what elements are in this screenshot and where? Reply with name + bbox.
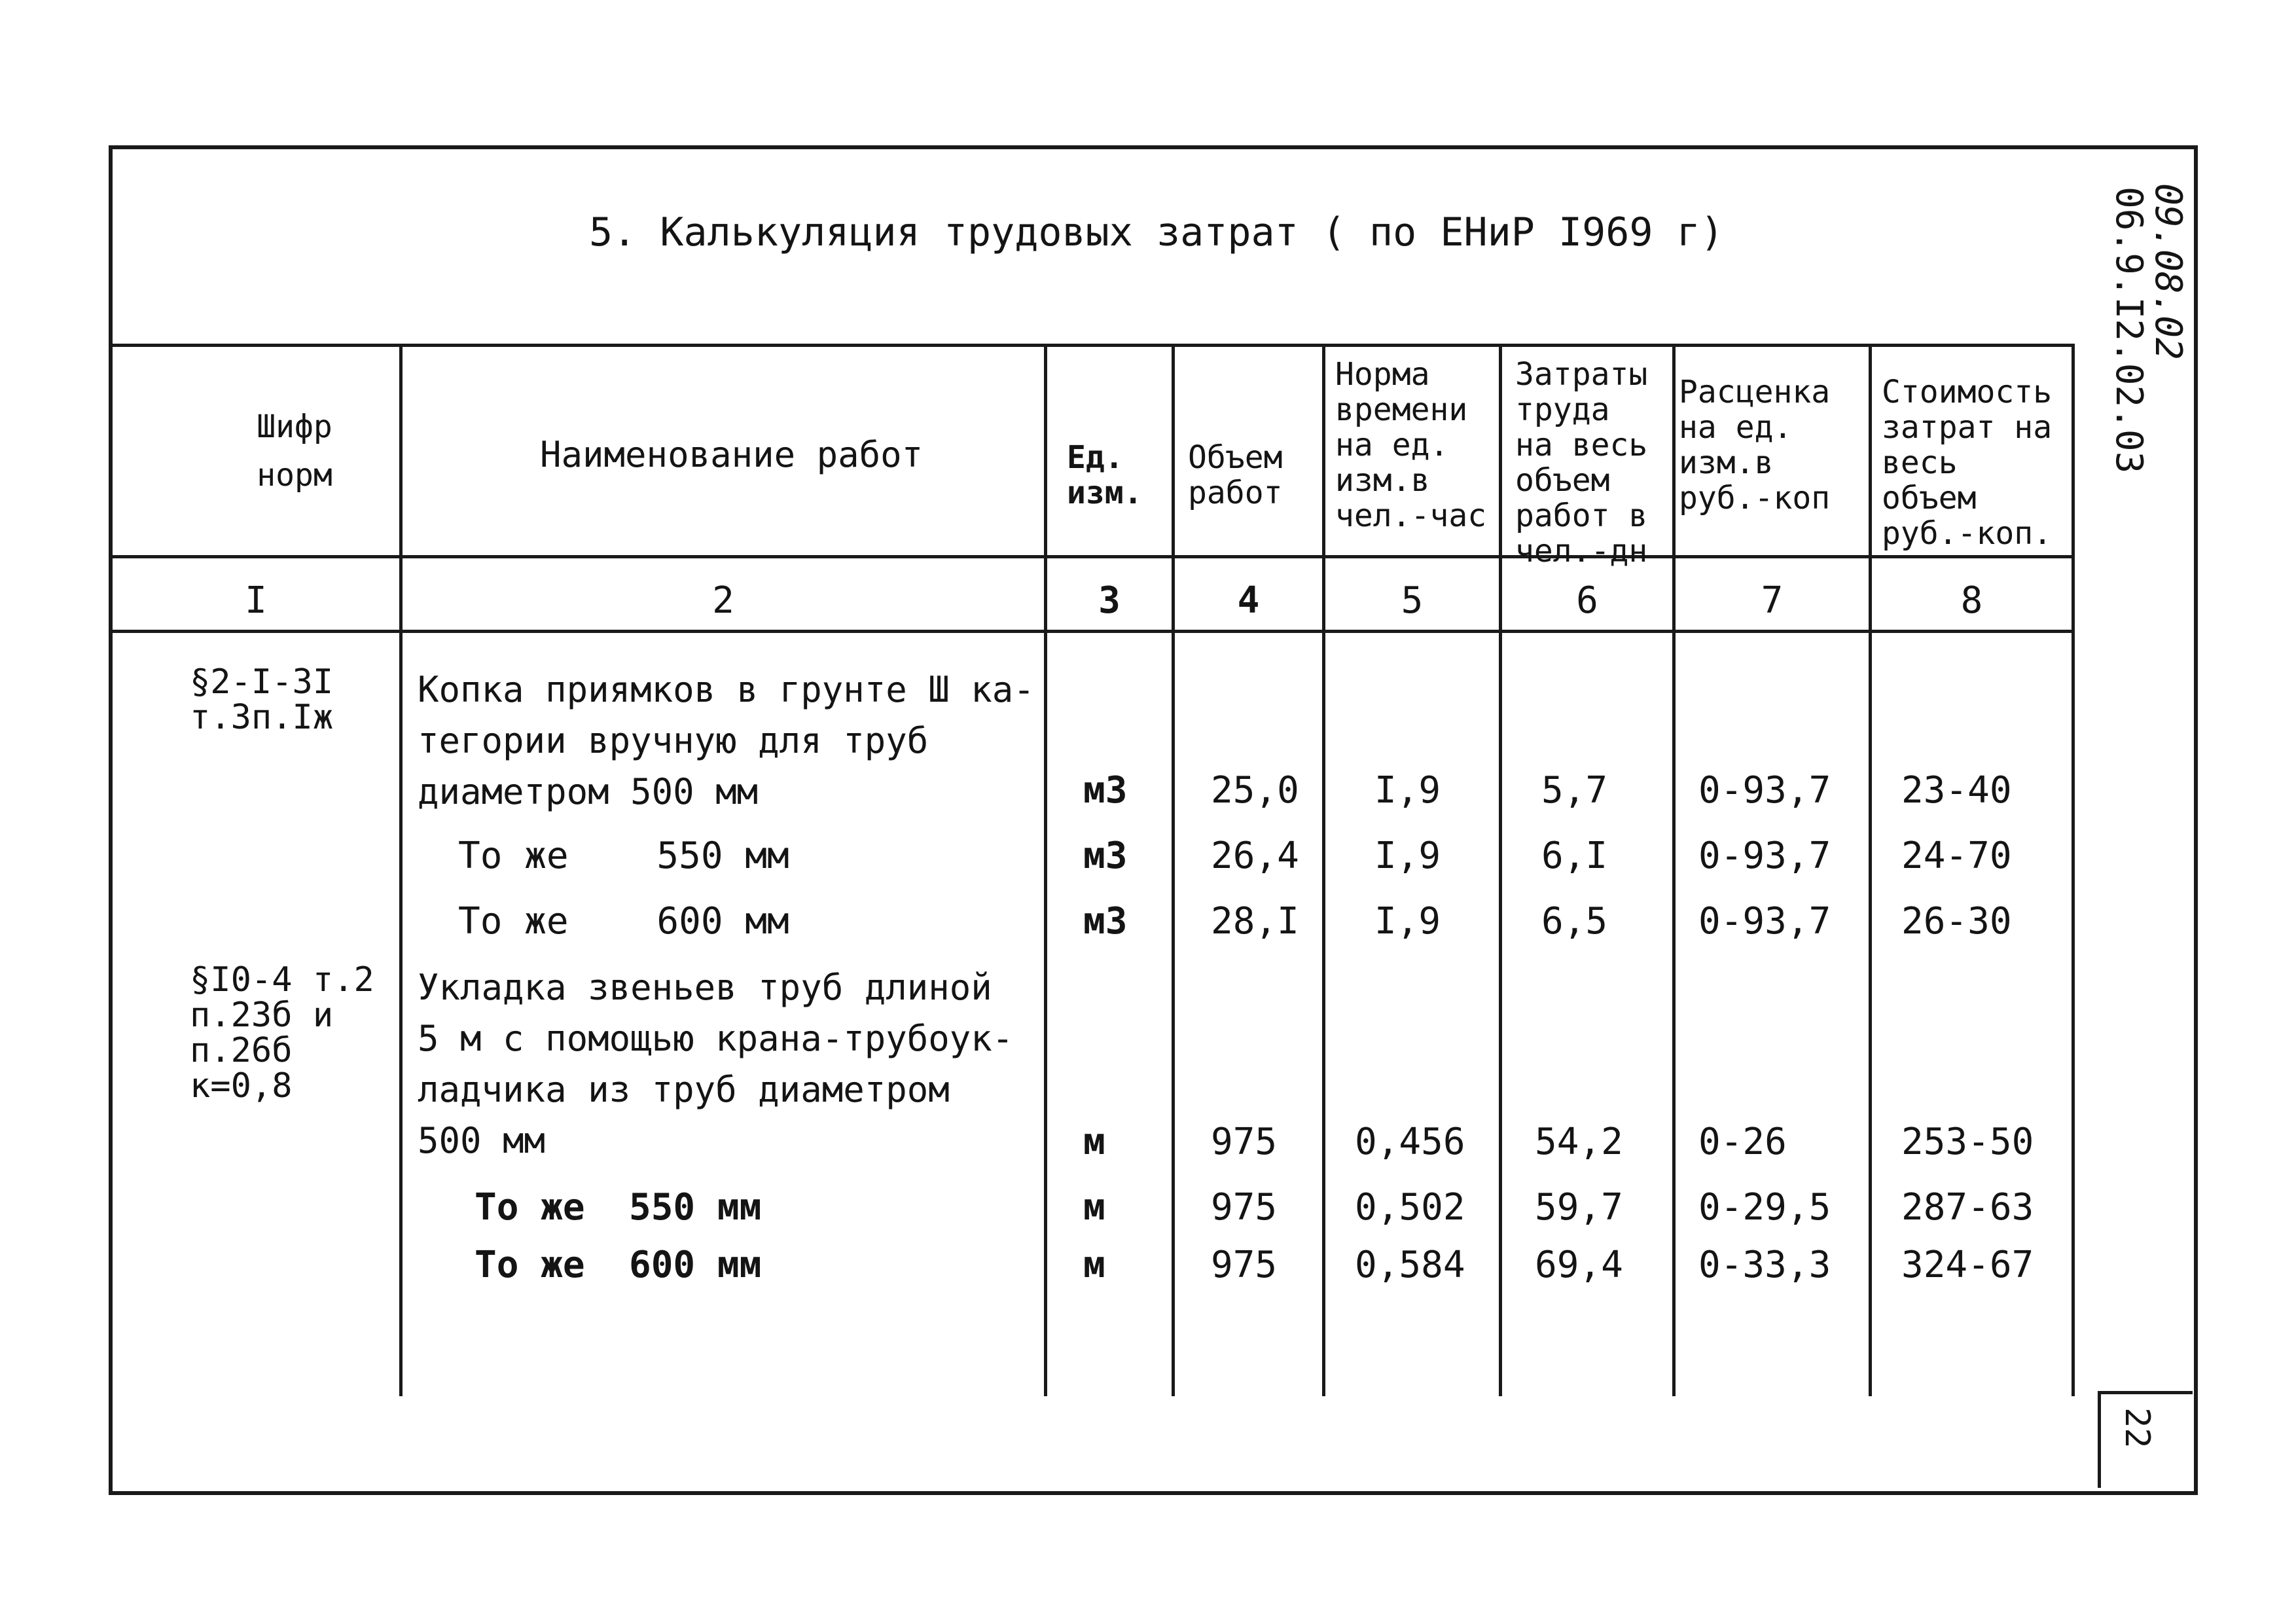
header-norm: Норма времени на ед. изм.в чел.-час: [1335, 356, 1487, 534]
work-description-group-2: Укладка звеньев труб длиной 5 м с помощью крана-трубоук- ладчика из труб диаметром 500 мм: [418, 967, 1014, 1161]
header-name: Наименование работ: [540, 434, 924, 475]
header-cost: Стоимость затрат на весь объем руб.-коп.: [1882, 374, 2053, 552]
side-code-secondary: 06.9.I2.02.03: [2108, 187, 2150, 474]
column-number-7: 7: [1761, 579, 1784, 622]
column-divider-1: [399, 346, 403, 1396]
header-rate: Расценка на ед. изм.в руб.-коп: [1679, 374, 1831, 516]
column-number-6: 6: [1576, 579, 1598, 622]
header-volume: Объем работ: [1188, 439, 1283, 511]
page-number: 22: [2117, 1407, 2157, 1449]
header-code: Шифр норм: [257, 408, 332, 494]
header-bottom-rule: [113, 555, 2075, 558]
table-top-rule: [113, 344, 2075, 347]
column-number-5: 5: [1401, 579, 1424, 622]
norm-code-group-2: §I0-4 т.2 п.23б и п.26б к=0,8: [190, 960, 374, 1106]
column-divider-5: [1499, 346, 1502, 1396]
table-title: 5. Калькуляция трудовых затрат ( по ЕНиР I969 г): [589, 209, 1724, 255]
header-unit: Ед. изм.: [1067, 439, 1143, 511]
header-labor: Затраты труда на весь объем работ в чел.-дн: [1515, 356, 1648, 569]
numbers-bottom-rule: [113, 630, 2075, 633]
column-number-8: 8: [1960, 579, 1983, 622]
column-number-4: 4: [1237, 579, 1260, 622]
work-description-group-1: Копка приямков в грунте Ш ка- тегории вручную для труб диаметром 500 мм: [418, 669, 1035, 812]
column-divider-6: [1672, 346, 1676, 1396]
column-divider-2: [1044, 346, 1047, 1396]
column-divider-7: [1869, 346, 1872, 1396]
column-number-2: 2: [712, 579, 734, 622]
page-frame: [109, 145, 2198, 1495]
column-divider-8: [2072, 346, 2075, 1396]
column-divider-4: [1322, 346, 1325, 1396]
column-number-1: I: [245, 579, 267, 622]
column-number-3: 3: [1098, 579, 1121, 622]
side-code-primary: 09.08.02: [2147, 183, 2189, 360]
norm-code-group-1: §2-I-3I т.3п.Iж: [190, 662, 334, 737]
column-divider-3: [1172, 346, 1175, 1396]
